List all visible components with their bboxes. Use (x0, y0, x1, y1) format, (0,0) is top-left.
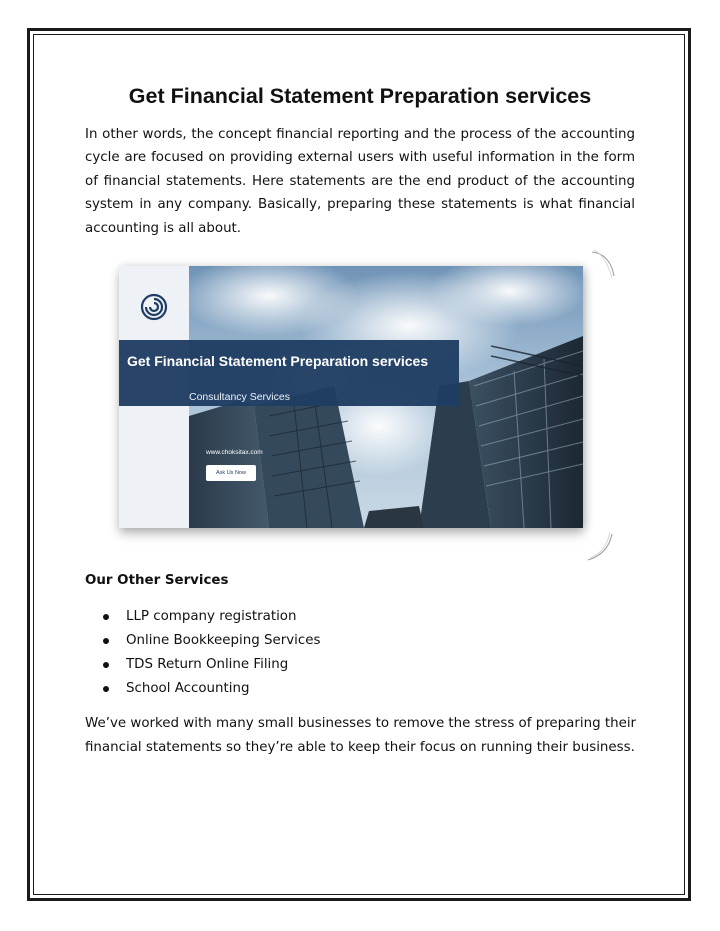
document-title: Get Financial Statement Preparation services (128, 84, 592, 108)
banner-website: www.choksitax.com (206, 449, 263, 456)
closing-paragraph: We’ve worked with many small businesses to remove the stress of preparing their financial statements so they’re able to keep their focus on running their business. (85, 716, 637, 755)
list-item: School Accounting (85, 677, 320, 701)
list-item: Online Bookkeeping Services (85, 629, 320, 653)
page-curl-bottom-icon (588, 532, 614, 562)
banner-ask-us-button: Ask Us Now (206, 465, 256, 481)
banner-title: Get Financial Statement Preparation services (127, 353, 429, 369)
banner-subtitle: Consultancy Services (189, 391, 290, 403)
list-item: LLP company registration (85, 605, 320, 629)
bullet-icon (103, 638, 109, 644)
bullet-icon (103, 686, 109, 692)
document-body (85, 84, 635, 240)
intro-paragraph: In other words, the concept financial reporting and the process of the accounting cycle are focused on providing external users with useful information in the form of financial statements. Here statements are the end product of the accounting system in any company. Basically, preparing these statements is what financial accounting is all about. (85, 127, 635, 236)
banner-image (119, 266, 583, 528)
services-list (85, 605, 320, 701)
list-item: TDS Return Online Filing (85, 653, 320, 677)
bullet-icon (103, 662, 109, 668)
banner-graphic (119, 266, 583, 528)
bullet-icon (103, 614, 109, 620)
page-curl-top-icon (592, 250, 616, 280)
concentric-circles-logo-icon (139, 292, 169, 322)
services-heading: Our Other Services (85, 573, 229, 588)
